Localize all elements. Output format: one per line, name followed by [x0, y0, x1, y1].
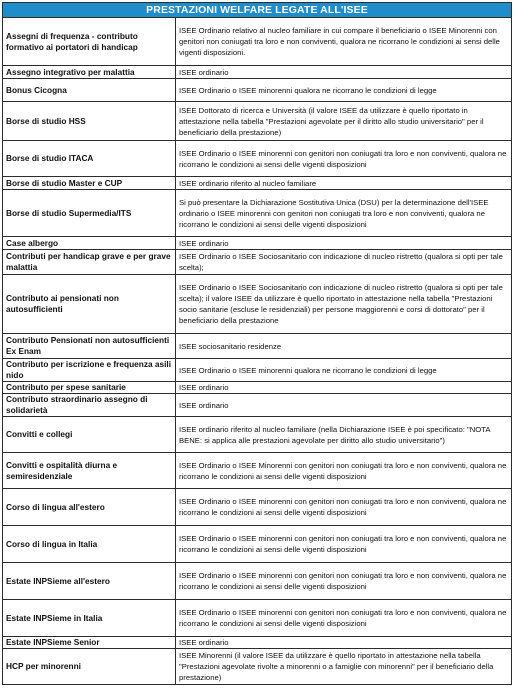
isee-requirement: ISEE Minorenni (il valore ISEE da utilizzare è quello riportato in attestazione nella tabella "Prestazioni agevolate rivolte a minorenni o a famiglie con minorenni" per il beneficiario della prestazione)	[176, 649, 512, 685]
benefit-name: Contributi per handicap grave e per grave malattia	[3, 250, 176, 275]
benefit-name: Contributo per spese sanitarie	[3, 382, 176, 394]
isee-requirement: ISEE ordinario	[176, 637, 512, 649]
isee-requirement: ISEE ordinario	[176, 394, 512, 417]
isee-requirement: ISEE Ordinario o ISEE minorenni con genitori non coniugati tra loro e non conviventi, qualora ne ricorrano le condizioni ai sensi delle vigenti disposizioni	[176, 600, 512, 637]
benefit-name: Assegni di frequenza - contributo formativo ai portatori di handicap	[3, 18, 176, 66]
table-row	[3, 489, 512, 526]
isee-requirement: ISEE Ordinario o ISEE minorenni con genitori non coniugati tra loro e non conviventi, qualora ne ricorrano le condizioni ai sensi delle vigenti disposizioni	[176, 141, 512, 177]
isee-requirement: ISEE Ordinario o ISEE minorenni con genitori non coniugati tra loro e non conviventi, qualora ne ricorrano le condizioni ai sensi delle vigenti disposizioni	[176, 489, 512, 526]
table-row	[3, 102, 512, 141]
table-row	[3, 250, 512, 275]
benefit-name: Contributo Pensionati non autosufficienti Ex Enam	[3, 334, 176, 359]
benefit-name: Convitti e ospitalità diurna e semiresidenziale	[3, 453, 176, 489]
table-row	[3, 417, 512, 453]
table-row	[3, 190, 512, 237]
isee-requirement: ISEE ordinario	[176, 66, 512, 79]
table-row	[3, 563, 512, 600]
isee-requirement: ISEE Ordinario o ISEE Sociosanitario con indicazione di nucleo ristretto (qualora si opti per tale scelta);	[176, 250, 512, 275]
isee-requirement: Si può presentare la Dichiarazione Sostitutiva Unica (DSU) per la determinazione dell'ISEE ordinario o ISEE minorenni con genitori non coniugati tra loro e non conviventi, qualora ne ricorrano le condizioni ai sensi delle vigenti disposizioni	[176, 190, 512, 237]
table-row	[3, 382, 512, 394]
isee-requirement: ISEE ordinario	[176, 237, 512, 250]
benefit-name: Borse di studio ITACA	[3, 141, 176, 177]
isee-requirement: ISEE sociosanitario residenze	[176, 334, 512, 359]
isee-requirement: ISEE Ordinario o ISEE Minorenni con genitori non coniugati tra loro e non conviventi, qualora ne ricorrano le condizioni ai sensi delle vigenti disposizioni	[176, 453, 512, 489]
table-row	[3, 394, 512, 417]
table-title: PRESTAZIONI WELFARE LEGATE ALL'ISEE	[3, 3, 512, 18]
benefit-name: Contributo per iscrizione e frequenza asili nido	[3, 359, 176, 382]
table-row	[3, 359, 512, 382]
benefit-name: Borse di studio Master e CUP	[3, 177, 176, 190]
table-row	[3, 637, 512, 649]
isee-requirement: ISEE Ordinario relativo al nucleo familiare in cui compare il beneficiario o ISEE Minorenni con genitori non coniugati tra loro e non conviventi, qualora ne ricorrano le condizioni ai sensi delle vigenti disposizioni.	[176, 18, 512, 66]
table-row	[3, 79, 512, 102]
benefit-name: Bonus Cicogna	[3, 79, 176, 102]
table-row	[3, 526, 512, 563]
isee-requirement: ISEE Ordinario o ISEE minorenni con genitori non coniugati tra loro e non conviventi, qualora ne ricorrano le condizioni ai sensi delle vigenti disposizioni	[176, 526, 512, 563]
table-row	[3, 453, 512, 489]
isee-requirement: ISEE Ordinario o ISEE minorenni qualora ne ricorrano le condizioni di legge	[176, 79, 512, 102]
table-row	[3, 66, 512, 79]
benefit-name: Estate INPSieme in Italia	[3, 600, 176, 637]
table-row	[3, 649, 512, 685]
table-row	[3, 600, 512, 637]
isee-requirement: ISEE ordinario	[176, 382, 512, 394]
benefit-name: Case albergo	[3, 237, 176, 250]
table-row	[3, 275, 512, 334]
benefit-name: Borse di studio Supermedia/ITS	[3, 190, 176, 237]
benefit-name: Borse di studio HSS	[3, 102, 176, 141]
isee-requirement: ISEE ordinario riferito al nucleo familiare (nella Dichiarazione ISEE è poi specificato: "NOTA BENE: si applica alle prestazioni agevolate per diritto allo studio universitario")	[176, 417, 512, 453]
table-row	[3, 18, 512, 66]
table-row	[3, 334, 512, 359]
benefit-name: Contributo ai pensionati non autosufficienti	[3, 275, 176, 334]
isee-requirement: ISEE Ordinario o ISEE minorenni con genitori non coniugati tra loro e non conviventi, qualora ne ricorrano le condizioni ai sensi delle vigenti disposizioni	[176, 563, 512, 600]
benefit-name: Corso di lingua in Italia	[3, 526, 176, 563]
benefit-name: Estate INPSieme Senior	[3, 637, 176, 649]
isee-requirement: ISEE ordinario riferito al nucleo familiare	[176, 177, 512, 190]
benefit-name: Assegno integrativo per malattia	[3, 66, 176, 79]
benefit-name: HCP per minorenni	[3, 649, 176, 685]
benefit-name: Convitti e collegi	[3, 417, 176, 453]
benefit-name: Estate INPSieme all'estero	[3, 563, 176, 600]
isee-requirement: ISEE Ordinario o ISEE Sociosanitario con indicazione di nucleo ristretto (qualora si opti per tale scelta); il valore ISEE da utilizzare è quello riportato in attestazione nella tabella "Prestazioni socio sanitarie (escluse le residenziali) per persone maggiorenni e corsi di dottorato" per il beneficiario della prestazione	[176, 275, 512, 334]
welfare-table-wrapper	[2, 2, 511, 685]
table-row	[3, 237, 512, 250]
table-row	[3, 141, 512, 177]
table-header-row	[3, 3, 512, 18]
isee-requirement: ISEE Dottorato di ricerca e Università (il valore ISEE da utilizzare è quello riportato in attestazione nella tabella "Prestazioni agevolate per il diritto allo studio universitario" per il beneficiario della prestazione)	[176, 102, 512, 141]
table-row	[3, 177, 512, 190]
benefit-name: Corso di lingua all'estero	[3, 489, 176, 526]
isee-requirement: ISEE Ordinario o ISEE minorenni qualora ne ricorrano le condizioni di legge	[176, 359, 512, 382]
benefit-name: Contributo straordinario assegno di solidarietà	[3, 394, 176, 417]
welfare-isee-table	[2, 2, 512, 685]
